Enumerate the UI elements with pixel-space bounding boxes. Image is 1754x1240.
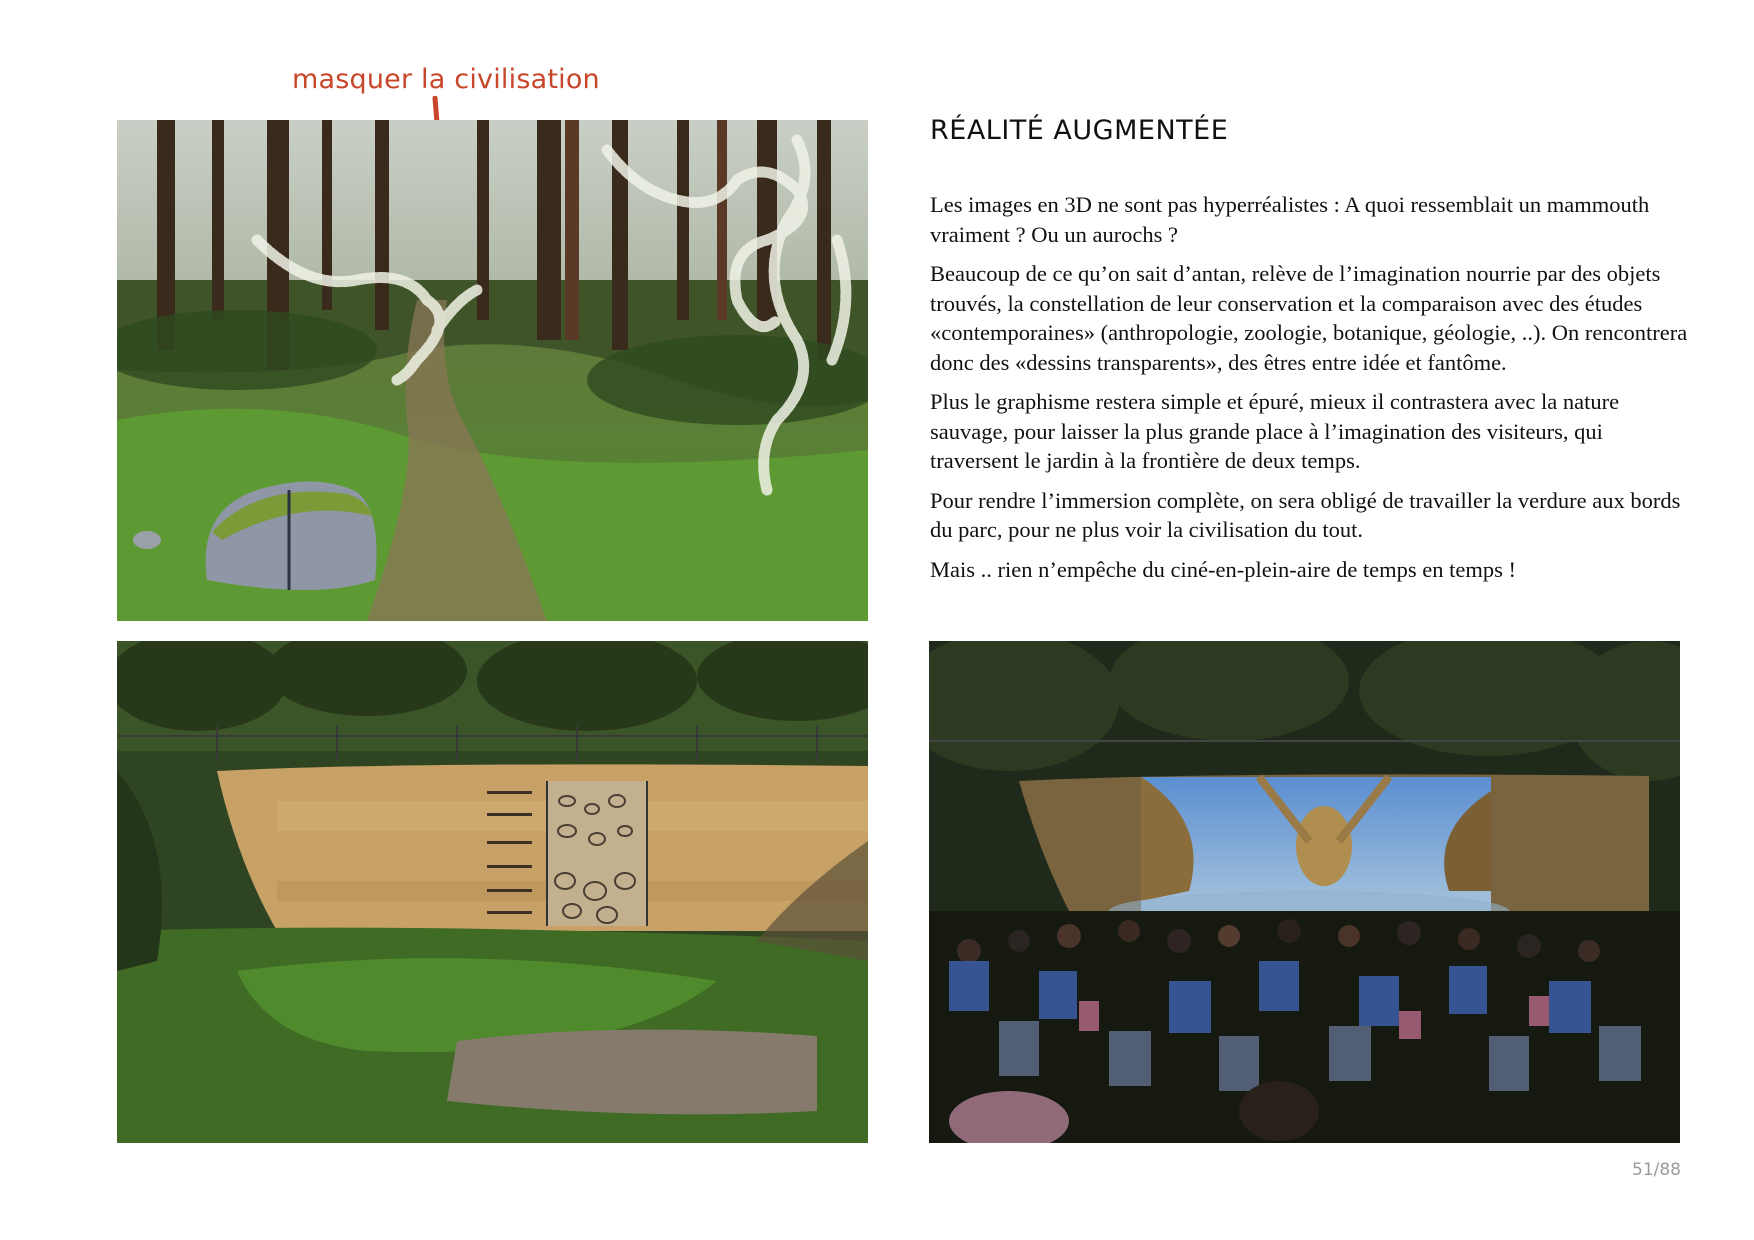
paragraph-3: Plus le graphisme restera simple et épuré, mieux il contrastera avec la nature sauvage, pour laisser la plus grande place à l’imagination des visiteurs, qui traversent le jardin à la frontière de deux temps.: [930, 389, 1620, 473]
paragraph-1: Les images en 3D ne sont pas hyperréalistes : A quoi ressemblait un mammouth vraiment ? Ou un aurochs ?: [930, 192, 1650, 247]
article-body: [930, 190, 1690, 594]
section-title: RÉALITÉ AUGMENTÉE: [930, 115, 1229, 146]
open-air-cinema-photo: [929, 641, 1680, 1143]
geological-wall-photo: [117, 641, 868, 1143]
paragraph-4: Pour rendre l’immersion complète, on sera obligé de travailler la verdure aux bords du parc, pour ne plus voir la civilisation du tout.: [930, 487, 1681, 542]
annotation-label: masquer la civilisation: [292, 64, 600, 95]
forest-path-photo: [117, 120, 868, 621]
paragraph-2: Beaucoup de ce qu’on sait d’antan, relève de l’imagination nourrie par des objets trouvés, la constellation de leur conservation et la comparaison avec des études «contemporaines» (anthropologie, zoologie, botanique, géologie, ..). On rencontrera donc des «dessins transparents», des êtres entre idée et fantôme.: [930, 261, 1688, 375]
paragraph-5: Mais .. rien n’empêche du ciné-en-plein-aire de temps en temps !: [930, 556, 1517, 582]
page-number: 51/88: [1632, 1160, 1681, 1180]
